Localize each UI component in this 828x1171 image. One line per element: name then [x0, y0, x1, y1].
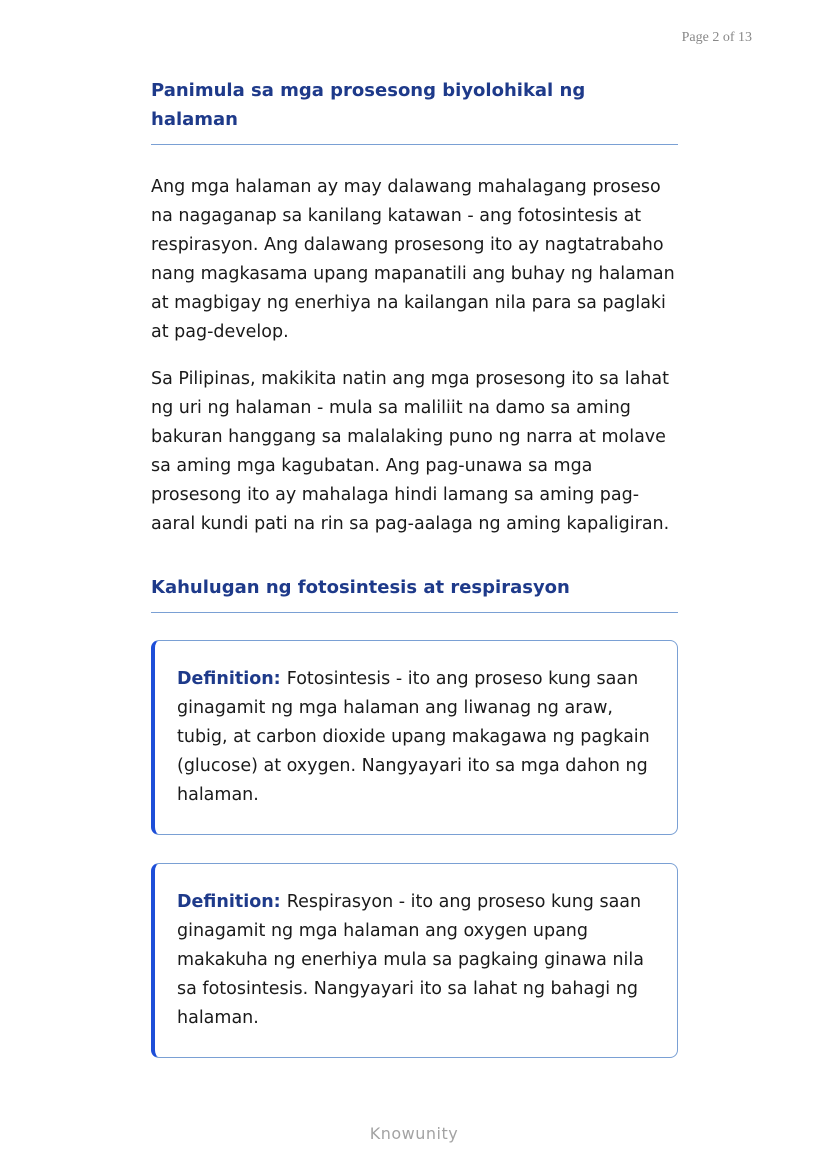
- page-number: Page 2 of 13: [681, 30, 752, 45]
- definition-label: Definition:: [177, 669, 287, 689]
- definition-text: Fotosintesis - ito ang proseso kung saan ginagamit ng mga halaman ang liwanag ng araw, tubig, at carbon dioxide upang makagawa ng pagkain (glucose) at oxygen. Nangyayari ito sa mga dahon ng halaman.: [177, 669, 650, 805]
- intro-paragraph: Ang mga halaman ay may dalawang mahalagang proseso na nagaganap sa kanilang katawan - ang fotosintesis at respirasyon. Ang dalawang prosesong ito ay nagtatrabaho nang magkasama upang mapanatili ang buhay ng halaman at magbigay ng enerhiya na kailangan nila para sa paglaki at pag-develop.: [151, 177, 675, 342]
- intro-paragraph: Sa Pilipinas, makikita natin ang mga prosesong ito sa lahat ng uri ng halaman - mula sa maliliit na damo sa aming bakuran hanggang sa malalaking puno ng narra at molave sa aming mga kagubatan. Ang pag-unawa sa mga prosesong ito ay mahalaga hindi lamang sa aming pag-aaral kundi pati na rin sa pag-aalaga ng aming kapaligiran.: [151, 369, 670, 534]
- definition-box-fotosintesis: [151, 640, 678, 835]
- definition-label: Definition:: [177, 892, 287, 912]
- document-content: [151, 74, 678, 1058]
- definition-box-respirasyon: [151, 863, 678, 1058]
- intro-heading: Panimula sa mga prosesong biyolohikal ng halaman: [151, 74, 678, 145]
- definition-text: Respirasyon - ito ang proseso kung saan ginagamit ng mga halaman ang oxygen upang makakuha ng enerhiya mula sa pagkaing ginawa nila sa fotosintesis. Nangyayari ito sa lahat ng bahagi ng halaman.: [177, 892, 644, 1028]
- footer-brand: Knowunity: [369, 1124, 459, 1143]
- definitions-heading: Kahulugan ng fotosintesis at respirasyon: [151, 573, 678, 613]
